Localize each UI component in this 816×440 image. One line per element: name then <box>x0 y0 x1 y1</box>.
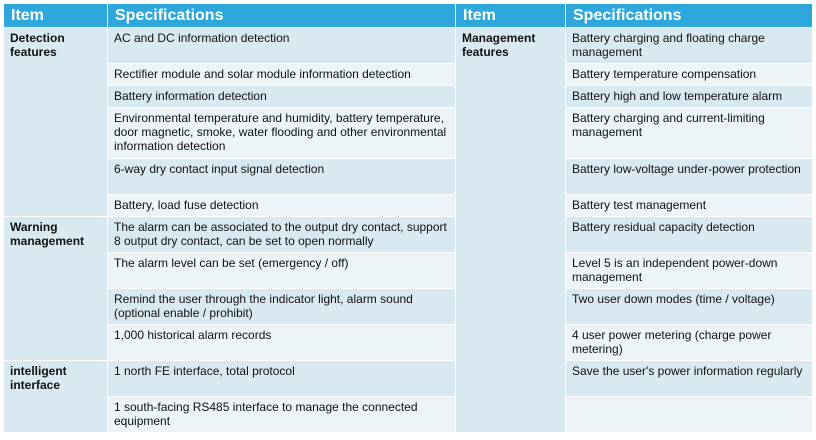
spec-cell: Rectifier module and solar module information detection <box>108 64 456 86</box>
table-row <box>4 108 813 159</box>
table-row <box>4 325 813 361</box>
category-management-features: Management features <box>456 28 566 433</box>
header-item-left: Item <box>4 4 108 28</box>
spec-cell: Battery charging and floating charge management <box>566 28 813 64</box>
spec-cell: Battery low-voltage under-power protection <box>566 159 813 195</box>
table-row <box>4 217 813 253</box>
spec-cell: The alarm can be associated to the output dry contact, support 8 output dry contact, can be set to open normally <box>108 217 456 253</box>
spec-cell: Battery, load fuse detection <box>108 195 456 217</box>
table-row <box>4 64 813 86</box>
table-row <box>4 195 813 217</box>
spec-cell: AC and DC information detection <box>108 28 456 64</box>
spec-cell: 6-way dry contact input signal detection <box>108 159 456 195</box>
header-row <box>4 4 813 28</box>
table-row <box>4 253 813 289</box>
spec-cell: The alarm level can be set (emergency / off) <box>108 253 456 289</box>
spec-cell: Two user down modes (time / voltage) <box>566 289 813 325</box>
table-row <box>4 28 813 64</box>
specifications-table <box>3 3 813 433</box>
spec-cell: Save the user's power information regularly <box>566 361 813 397</box>
spec-cell: Battery information detection <box>108 86 456 108</box>
header-specifications-right: Specifications <box>566 4 813 28</box>
spec-cell: Level 5 is an independent power-down management <box>566 253 813 289</box>
spec-cell: 4 user power metering (charge power metering) <box>566 325 813 361</box>
table-row <box>4 361 813 397</box>
category-warning-management: Warning management <box>4 217 108 361</box>
spec-cell: Battery test management <box>566 195 813 217</box>
spec-cell: 1 north FE interface, total protocol <box>108 361 456 397</box>
spec-cell: 1 south-facing RS485 interface to manage the connected equipment <box>108 397 456 433</box>
spec-cell <box>566 397 813 433</box>
category-intelligent-interface: intelligent interface <box>4 361 108 433</box>
header-item-right: Item <box>456 4 566 28</box>
spec-cell: Battery charging and current-limiting management <box>566 108 813 159</box>
spec-cell: Battery high and low temperature alarm <box>566 86 813 108</box>
header-specifications-left: Specifications <box>108 4 456 28</box>
table-row <box>4 159 813 195</box>
spec-cell: Environmental temperature and humidity, battery temperature, door magnetic, smoke, water flooding and other environmental information detection <box>108 108 456 159</box>
spec-cell: Battery temperature compensation <box>566 64 813 86</box>
spec-cell: 1,000 historical alarm records <box>108 325 456 361</box>
table-row <box>4 86 813 108</box>
table-row <box>4 289 813 325</box>
table-row <box>4 397 813 433</box>
spec-cell: Battery residual capacity detection <box>566 217 813 253</box>
spec-cell: Remind the user through the indicator light, alarm sound (optional enable / prohibit) <box>108 289 456 325</box>
category-detection-features: Detection features <box>4 28 108 217</box>
